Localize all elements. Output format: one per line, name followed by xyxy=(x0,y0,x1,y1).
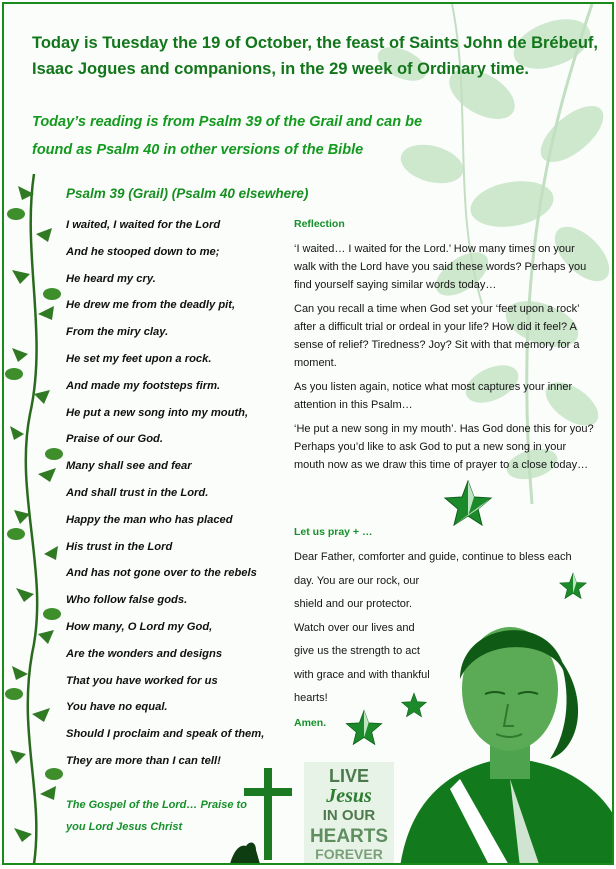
psalm-verse: And shall trust in the Lord. xyxy=(66,486,209,499)
psalm-verse: His trust in the Lord xyxy=(66,540,173,553)
psalm-verse: That you have worked for us xyxy=(66,674,218,687)
wordart-line: Jesus xyxy=(326,785,372,807)
wordart-line: HEARTS xyxy=(309,826,389,847)
psalm-verse: He put a new song into my mouth, xyxy=(66,406,249,419)
psalm-verse: And has not gone over to the rebels xyxy=(66,567,257,580)
ivy-vine xyxy=(4,174,66,864)
psalm-verse: You have no equal. xyxy=(66,701,168,714)
reflection-paragraph: ‘I waited… I waited for the Lord.’ How many times on your walk with the Lord have you said these words? Perhaps you find yourself saying similar words today… xyxy=(294,243,587,291)
prayer-line: day. You are our rock, our xyxy=(294,574,420,587)
prayer-page xyxy=(2,2,614,865)
prayer-label: Let us pray + … xyxy=(294,526,373,538)
psalm-verse: They are more than I can tell! xyxy=(66,754,221,767)
reflection-paragraph: As you listen again, notice what most captures your inner attention in this Psalm… xyxy=(294,381,573,411)
reflection-paragraph: Can you recall a time when God set your ‘feet upon a rock’ after a difficult trial or ordeal in your life? How did it feel? A sense of relief? Tiredness? Joy? Sit with that memory for a moment. xyxy=(294,303,580,369)
psalm-verse: From the miry clay. xyxy=(66,326,169,339)
prayer-line: Dear Father, comforter and guide, continue to bless each xyxy=(294,551,572,563)
amen-label: Amen. xyxy=(294,716,327,729)
saint-portrait xyxy=(390,579,614,865)
psalm-verse: And made my footsteps firm. xyxy=(66,379,221,392)
wordart-line: IN OUR xyxy=(322,807,376,824)
nautical-star-icon xyxy=(344,709,384,749)
psalm-verse: He drew me from the deadly pit, xyxy=(66,299,236,312)
prayer-line: shield and our protector. xyxy=(294,598,413,610)
nautical-star-icon xyxy=(442,479,494,531)
psalm-verse: Should I proclaim and speak of them, xyxy=(66,728,265,741)
psalm-verse: Praise of our God. xyxy=(66,433,163,446)
prayer-line: with grace and with thankful xyxy=(294,668,430,681)
cross-icon xyxy=(226,764,316,864)
psalm-verse: He heard my cry. xyxy=(66,272,156,285)
prayer-line: give us the strength to act xyxy=(294,645,420,657)
psalm-verse: Who follow false gods. xyxy=(66,594,188,607)
reflection-paragraph: ‘He put a new song in my mouth’. Has God done this for you? Perhaps you’d like to ask God to put a new song in your mouth now as we draw this time of prayer to a close today… xyxy=(294,423,594,471)
psalm-verse: Happy the man who has placed xyxy=(66,513,233,526)
psalm-verse: I waited, I waited for the Lord xyxy=(66,219,221,231)
psalm-verse: He set my feet upon a rock. xyxy=(66,352,212,365)
psalm-verse: And he stooped down to me; xyxy=(66,245,220,258)
prayer-line: Watch over our lives and xyxy=(294,621,415,634)
reflection-label: Reflection xyxy=(294,218,345,230)
psalm-verse: Are the wonders and designs xyxy=(66,647,223,660)
live-jesus-word-art xyxy=(304,762,394,864)
psalm-verse: Many shall see and fear xyxy=(66,460,192,473)
psalm-title: Psalm 39 (Grail) (Psalm 40 elsewhere) xyxy=(66,186,309,201)
psalm-verses xyxy=(66,216,296,779)
wordart-line: FOREVER xyxy=(315,846,383,862)
reading-intro: Today’s reading is from Psalm 39 of the Grail and can be found as Psalm 40 in other versions of the Bible xyxy=(32,114,423,158)
wordart-line: LIVE xyxy=(328,766,370,786)
reflection-section xyxy=(294,216,594,480)
feast-day-heading: Today is Tuesday the 19 of October, the feast of Saints John de Brébeuf, Isaac Jogues and companions, in the 29 week of Ordinary time. xyxy=(32,34,599,78)
gospel-acclamation: The Gospel of the Lord… Praise to you Lord Jesus Christ xyxy=(66,799,247,833)
prayer-line: hearts! xyxy=(294,692,328,704)
psalm-verse: How many, O Lord my God, xyxy=(66,620,213,633)
